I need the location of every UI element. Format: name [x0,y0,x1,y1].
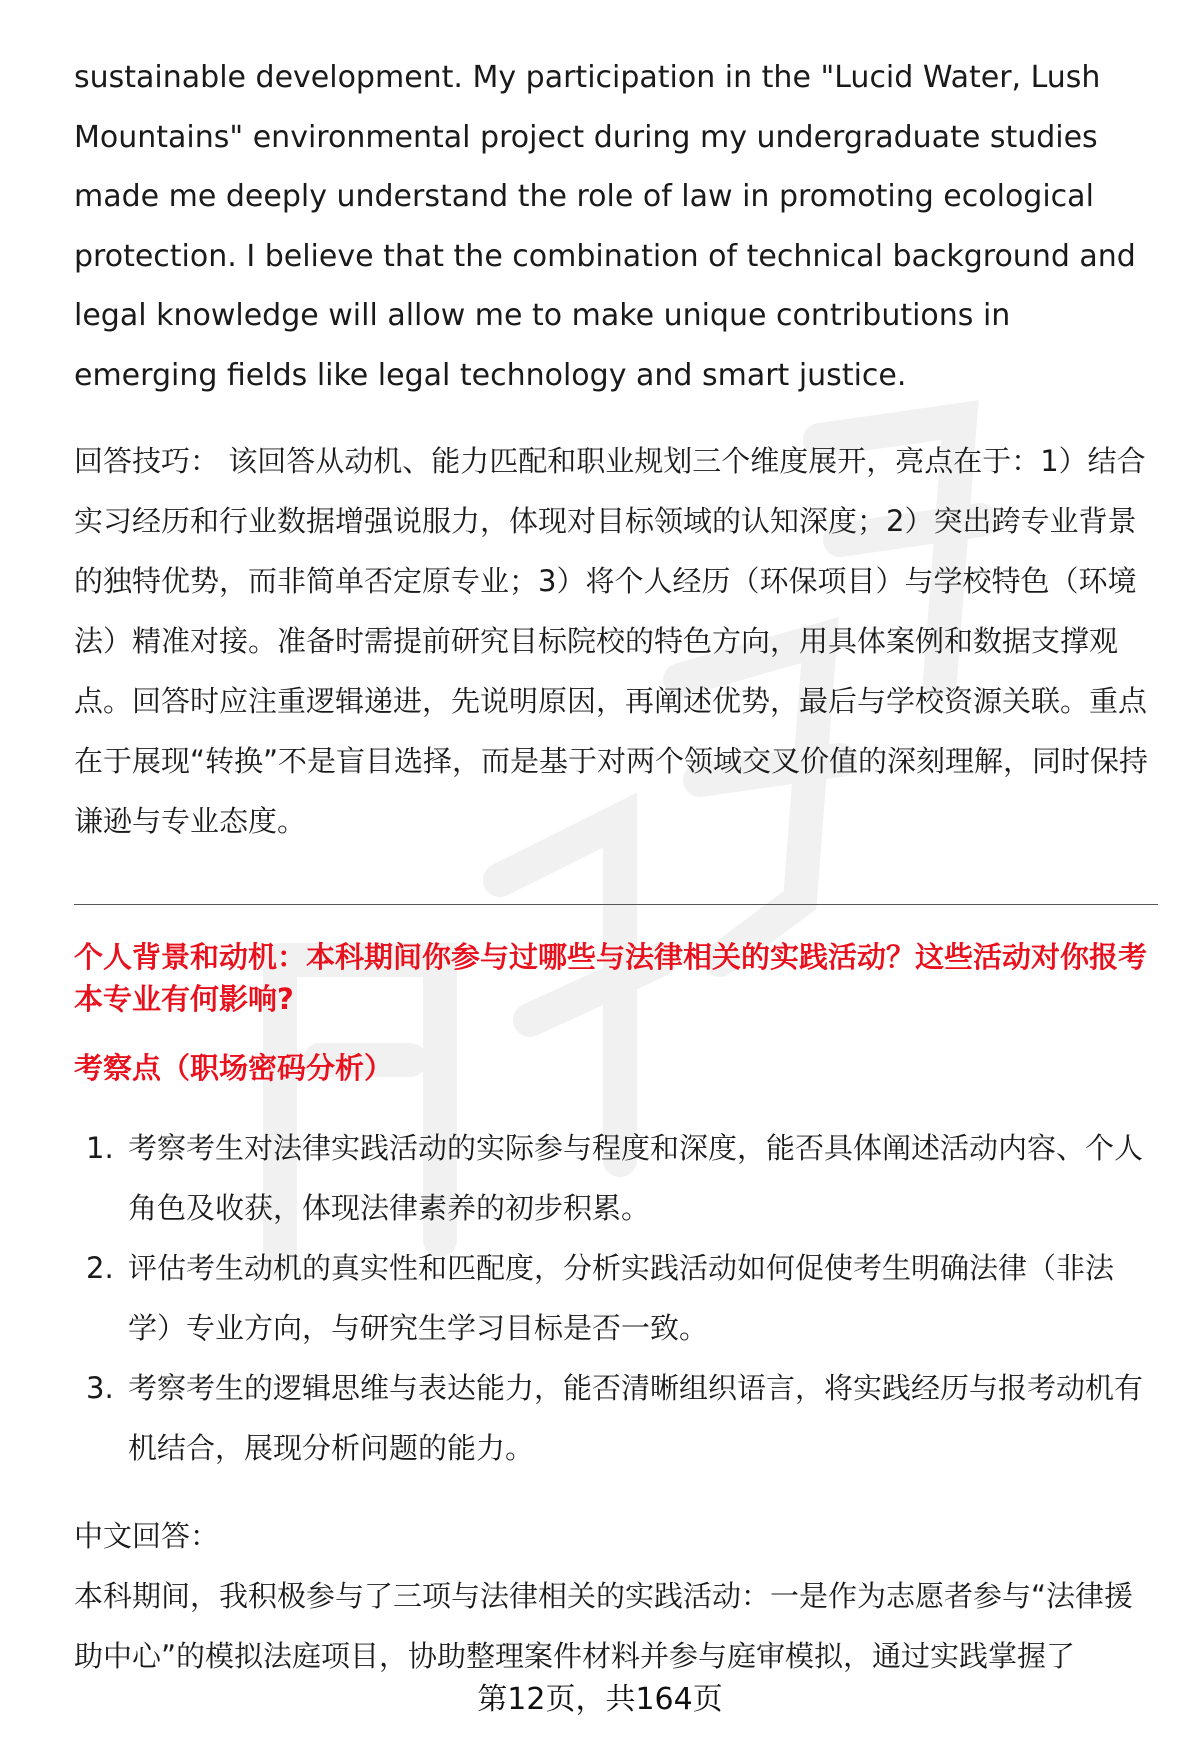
list-number: 2. [86,1251,114,1285]
list-number: 1. [86,1131,114,1165]
document-page [74,48,1154,851]
list-item [74,1118,1154,1238]
english-answer-paragraph: sustainable development. My participation in the "Lucid Water, Lush Mountains" environmental project during my undergraduate studies made me deeply understand the role of law in promoting ecological protection. I believe that the combination of technical background and legal knowledge will allow me to make unique contributions in emerging fields like legal technology and smart justice. [74,60,1136,393]
question-heading: 个人背景和动机：本科期间你参与过哪些与法律相关的实践活动？这些活动对你报考本专业有何影响? [74,940,1148,1016]
list-item-text: 评估考生动机的真实性和匹配度，分析实践活动如何促使考生明确法律（非法学）专业方向，与研究生学习目标是否一致。 [128,1251,1115,1345]
chinese-answer-label: 中文回答： [74,1519,220,1553]
list-item [74,1238,1154,1358]
page-number-footer: 第12页，共164页 [477,1682,723,1717]
examine-points-list [74,1118,1154,1478]
list-item [74,1358,1154,1478]
list-number: 3. [86,1371,114,1405]
list-item-text: 考察考生对法律实践活动的实际参与程度和深度，能否具体阐述活动内容、个人角色及收获，体现法律素养的初步积累。 [128,1131,1144,1225]
chinese-answer-text: 本科期间，我积极参与了三项与法律相关的实践活动：一是作为志愿者参与“法律援助中心”的模拟法庭项目，协助整理案件材料并参与庭审模拟，通过实践掌握了 [74,1579,1134,1673]
answer-tips-paragraph: 回答技巧： 该回答从动机、能力匹配和职业规划三个维度展开，亮点在于：1）结合实习经历和行业数据增强说服力，体现对目标领域的认知深度；2）突出跨专业背景的独特优势，而非简单否定原专业；3）将个人经历（环保项目）与学校特色（环境法）精准对接。准备时需提前研究目标院校的特色方向，用具体案例和数据支撑观点。回答时应注重逻辑递进，先说明原因，再阐述优势，最后与学校资源关联。重点在于展现“转换”不是盲目选择，而是基于对两个领域交叉价值的深刻理解，同时保持谦逊与专业态度。 [74,444,1149,838]
examine-points-heading: 考察点（职场密码分析） [74,1051,394,1085]
list-item-text: 考察考生的逻辑思维与表达能力，能否清晰组织语言，将实践经历与报考动机有机结合，展现分析问题的能力。 [128,1371,1144,1465]
section-divider [74,904,1158,905]
